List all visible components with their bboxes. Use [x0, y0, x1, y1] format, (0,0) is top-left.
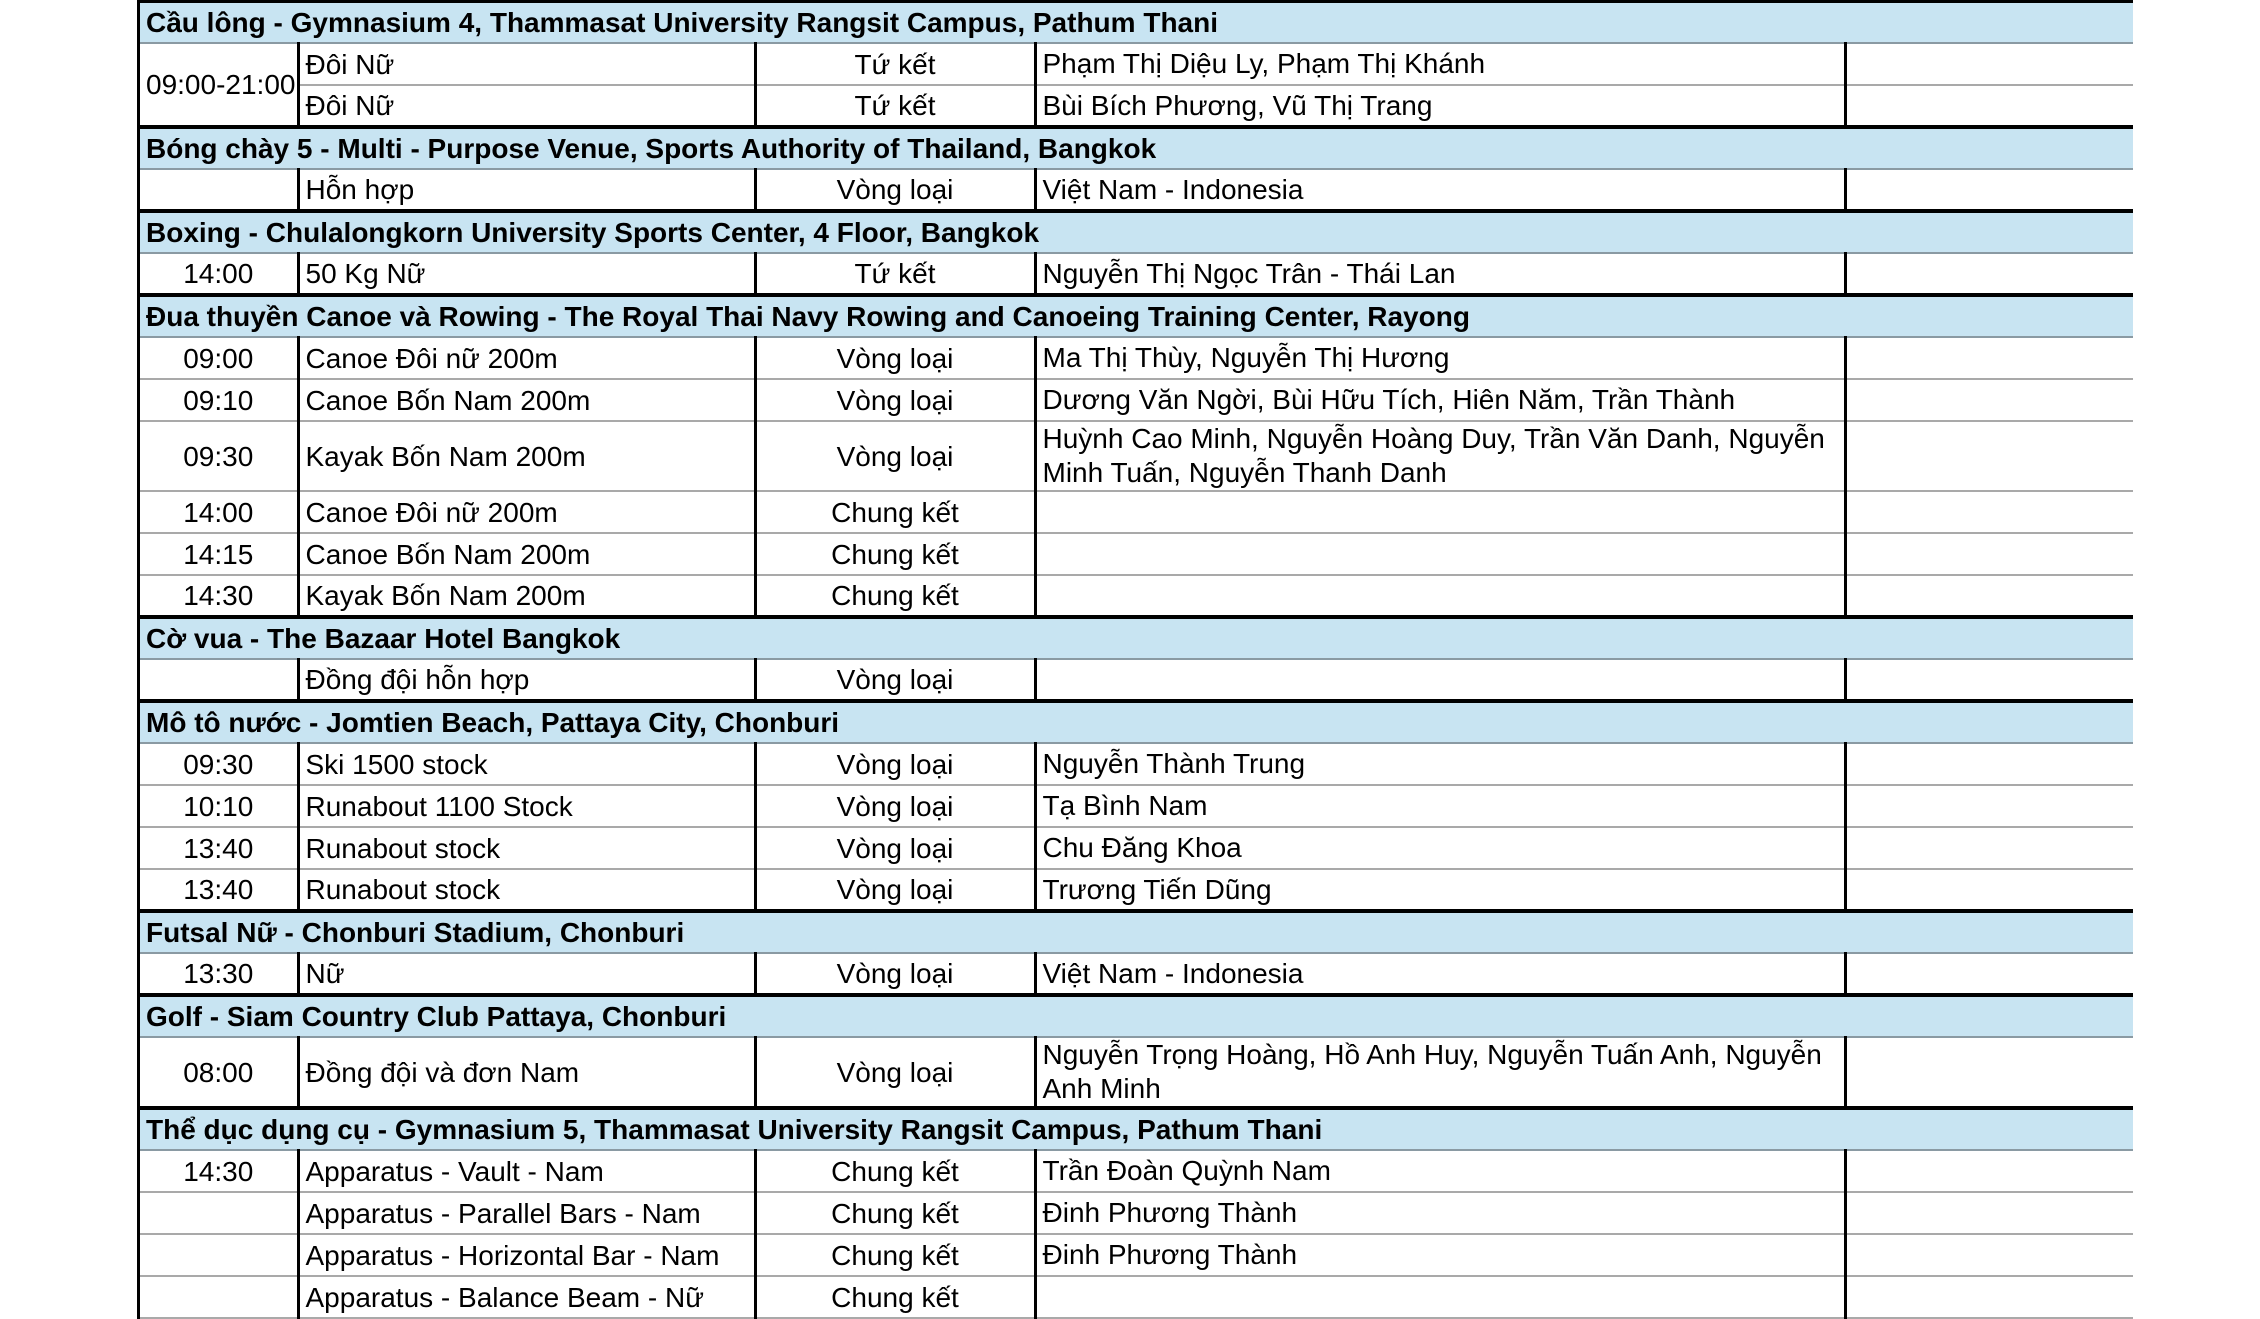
- table-row: [140, 1150, 2133, 1192]
- venue-header: Mô tô nước - Jomtien Beach, Pattaya City, Chonburi: [140, 701, 2133, 743]
- event-cell: Đồng đội hỗn hợp: [298, 659, 755, 701]
- time-cell: 10:10: [140, 785, 298, 827]
- event-cell: 50 Kg Nữ: [298, 253, 755, 295]
- note-cell: [1845, 785, 2133, 827]
- round-cell: Chung kết: [755, 491, 1035, 533]
- table-row: [140, 1192, 2133, 1234]
- table-row: [140, 43, 2133, 85]
- event-cell: Canoe Bốn Nam 200m: [298, 533, 755, 575]
- event-cell: Kayak Bốn Nam 200m: [298, 575, 755, 617]
- round-cell: Vòng loại: [755, 337, 1035, 379]
- venue-header-row: [140, 995, 2133, 1037]
- time-cell: 14:15: [140, 533, 298, 575]
- venue-header: Cờ vua - The Bazaar Hotel Bangkok: [140, 617, 2133, 659]
- round-cell: Chung kết: [755, 1234, 1035, 1276]
- table-row: [140, 533, 2133, 575]
- note-cell: [1845, 1192, 2133, 1234]
- venue-header-row: [140, 295, 2133, 337]
- event-cell: Kayak Bốn Nam 200m: [298, 421, 755, 491]
- venue-header: Boxing - Chulalongkorn University Sports Center, 4 Floor, Bangkok: [140, 211, 2133, 253]
- venue-header-row: [140, 211, 2133, 253]
- round-cell: Chung kết: [755, 1276, 1035, 1318]
- event-cell: Nữ: [298, 953, 755, 995]
- round-cell: Vòng loại: [755, 869, 1035, 911]
- round-cell: Chung kết: [755, 1150, 1035, 1192]
- venue-header: Futsal Nữ - Chonburi Stadium, Chonburi: [140, 911, 2133, 953]
- athletes-cell: Bùi Bích Phương, Vũ Thị Trang: [1035, 85, 1845, 127]
- note-cell: [1845, 43, 2133, 85]
- event-cell: Apparatus - Parallel Bars - Nam: [298, 1192, 755, 1234]
- athletes-cell: Trương Tiến Dũng: [1035, 869, 1845, 911]
- athletes-cell: Phạm Thị Diệu Ly, Phạm Thị Khánh: [1035, 43, 1845, 85]
- table-row: [140, 575, 2133, 617]
- event-cell: Apparatus - Balance Beam - Nữ: [298, 1276, 755, 1318]
- time-cell: [140, 659, 298, 701]
- time-cell: 14:30: [140, 575, 298, 617]
- event-cell: Canoe Bốn Nam 200m: [298, 379, 755, 421]
- athletes-cell: Việt Nam - Indonesia: [1035, 169, 1845, 211]
- note-cell: [1845, 1150, 2133, 1192]
- note-cell: [1845, 421, 2133, 491]
- venue-header-row: [140, 701, 2133, 743]
- note-cell: [1845, 491, 2133, 533]
- event-cell: Apparatus - Horizontal Bar - Nam: [298, 1234, 755, 1276]
- note-cell: [1845, 253, 2133, 295]
- note-cell: [1845, 575, 2133, 617]
- athletes-cell: Việt Nam - Indonesia: [1035, 953, 1845, 995]
- venue-header-row: [140, 911, 2133, 953]
- round-cell: Vòng loại: [755, 785, 1035, 827]
- athletes-cell: Đinh Phương Thành: [1035, 1234, 1845, 1276]
- round-cell: Vòng loại: [755, 827, 1035, 869]
- time-cell: 13:40: [140, 869, 298, 911]
- athletes-cell: Chu Đăng Khoa: [1035, 827, 1845, 869]
- round-cell: Chung kết: [755, 1192, 1035, 1234]
- table-row: [140, 785, 2133, 827]
- event-cell: Runabout stock: [298, 827, 755, 869]
- table-row: [140, 337, 2133, 379]
- table-row: [140, 491, 2133, 533]
- event-cell: Đôi Nữ: [298, 85, 755, 127]
- time-cell: 13:30: [140, 953, 298, 995]
- round-cell: Vòng loại: [755, 421, 1035, 491]
- table-row: [140, 169, 2133, 211]
- venue-header: Thể dục dụng cụ - Gymnasium 5, Thammasat University Rangsit Campus, Pathum Thani: [140, 1108, 2133, 1150]
- round-cell: Vòng loại: [755, 953, 1035, 995]
- time-cell: 14:00: [140, 491, 298, 533]
- note-cell: [1845, 743, 2133, 785]
- event-cell: Runabout stock: [298, 869, 755, 911]
- time-cell: 09:10: [140, 379, 298, 421]
- event-cell: Hỗn hợp: [298, 169, 755, 211]
- table-row: [140, 1234, 2133, 1276]
- athletes-cell: Nguyễn Trọng Hoàng, Hồ Anh Huy, Nguyễn Tuấn Anh, Nguyễn Anh Minh: [1035, 1037, 1845, 1108]
- athletes-cell: Nguyễn Thành Trung: [1035, 743, 1845, 785]
- round-cell: Vòng loại: [755, 379, 1035, 421]
- athletes-cell: [1035, 491, 1845, 533]
- round-cell: Vòng loại: [755, 169, 1035, 211]
- round-cell: Vòng loại: [755, 1037, 1035, 1108]
- athletes-cell: [1035, 533, 1845, 575]
- round-cell: Tứ kết: [755, 85, 1035, 127]
- athletes-cell: Huỳnh Cao Minh, Nguyễn Hoàng Duy, Trần Văn Danh, Nguyễn Minh Tuấn, Nguyễn Thanh Danh: [1035, 421, 1845, 491]
- schedule-sheet: [137, 0, 2133, 1319]
- time-cell: [140, 1192, 298, 1234]
- athletes-cell: [1035, 659, 1845, 701]
- round-cell: Vòng loại: [755, 659, 1035, 701]
- time-cell: [140, 1234, 298, 1276]
- round-cell: Vòng loại: [755, 743, 1035, 785]
- athletes-cell: Trần Đoàn Quỳnh Nam: [1035, 1150, 1845, 1192]
- round-cell: Chung kết: [755, 575, 1035, 617]
- round-cell: Chung kết: [755, 533, 1035, 575]
- table-row: [140, 1037, 2133, 1108]
- event-cell: Canoe Đôi nữ 200m: [298, 491, 755, 533]
- venue-header: Đua thuyền Canoe và Rowing - The Royal Thai Navy Rowing and Canoeing Training Center, Rayong: [140, 295, 2133, 337]
- event-cell: Canoe Đôi nữ 200m: [298, 337, 755, 379]
- athletes-cell: Đinh Phương Thành: [1035, 1192, 1845, 1234]
- venue-header-row: [140, 3, 2133, 43]
- event-cell: Apparatus - Vault - Nam: [298, 1150, 755, 1192]
- time-cell: 09:30: [140, 743, 298, 785]
- time-cell: 14:30: [140, 1150, 298, 1192]
- table-row: [140, 379, 2133, 421]
- venue-header-row: [140, 127, 2133, 169]
- table-row: [140, 953, 2133, 995]
- round-cell: Tứ kết: [755, 253, 1035, 295]
- event-cell: Đồng đội và đơn Nam: [298, 1037, 755, 1108]
- athletes-cell: Ma Thị Thùy, Nguyễn Thị Hương: [1035, 337, 1845, 379]
- athletes-cell: Tạ Bình Nam: [1035, 785, 1845, 827]
- athletes-cell: Dương Văn Ngời, Bùi Hữu Tích, Hiên Năm, Trần Thành: [1035, 379, 1845, 421]
- time-cell: 13:40: [140, 827, 298, 869]
- note-cell: [1845, 827, 2133, 869]
- time-cell: 09:30: [140, 421, 298, 491]
- table-row: [140, 827, 2133, 869]
- note-cell: [1845, 869, 2133, 911]
- venue-header: Cầu lông - Gymnasium 4, Thammasat University Rangsit Campus, Pathum Thani: [140, 3, 2133, 43]
- time-cell: 08:00: [140, 1037, 298, 1108]
- venue-header: Golf - Siam Country Club Pattaya, Chonburi: [140, 995, 2133, 1037]
- note-cell: [1845, 337, 2133, 379]
- note-cell: [1845, 1037, 2133, 1108]
- table-row: [140, 869, 2133, 911]
- athletes-cell: Nguyễn Thị Ngọc Trân - Thái Lan: [1035, 253, 1845, 295]
- venue-header-row: [140, 1108, 2133, 1150]
- note-cell: [1845, 1234, 2133, 1276]
- note-cell: [1845, 659, 2133, 701]
- venue-header: Bóng chày 5 - Multi - Purpose Venue, Sports Authority of Thailand, Bangkok: [140, 127, 2133, 169]
- time-cell: 09:00-21:00: [140, 43, 298, 127]
- event-cell: Đôi Nữ: [298, 43, 755, 85]
- table-row: [140, 659, 2133, 701]
- note-cell: [1845, 953, 2133, 995]
- table-row: [140, 85, 2133, 127]
- note-cell: [1845, 533, 2133, 575]
- note-cell: [1845, 169, 2133, 211]
- note-cell: [1845, 379, 2133, 421]
- note-cell: [1845, 85, 2133, 127]
- time-cell: [140, 169, 298, 211]
- time-cell: 09:00: [140, 337, 298, 379]
- event-cell: Runabout 1100 Stock: [298, 785, 755, 827]
- time-cell: 14:00: [140, 253, 298, 295]
- table-row: [140, 421, 2133, 491]
- table-row: [140, 743, 2133, 785]
- schedule-table: [140, 3, 2133, 1319]
- round-cell: Tứ kết: [755, 43, 1035, 85]
- event-cell: Ski 1500 stock: [298, 743, 755, 785]
- table-row: [140, 253, 2133, 295]
- athletes-cell: [1035, 575, 1845, 617]
- venue-header-row: [140, 617, 2133, 659]
